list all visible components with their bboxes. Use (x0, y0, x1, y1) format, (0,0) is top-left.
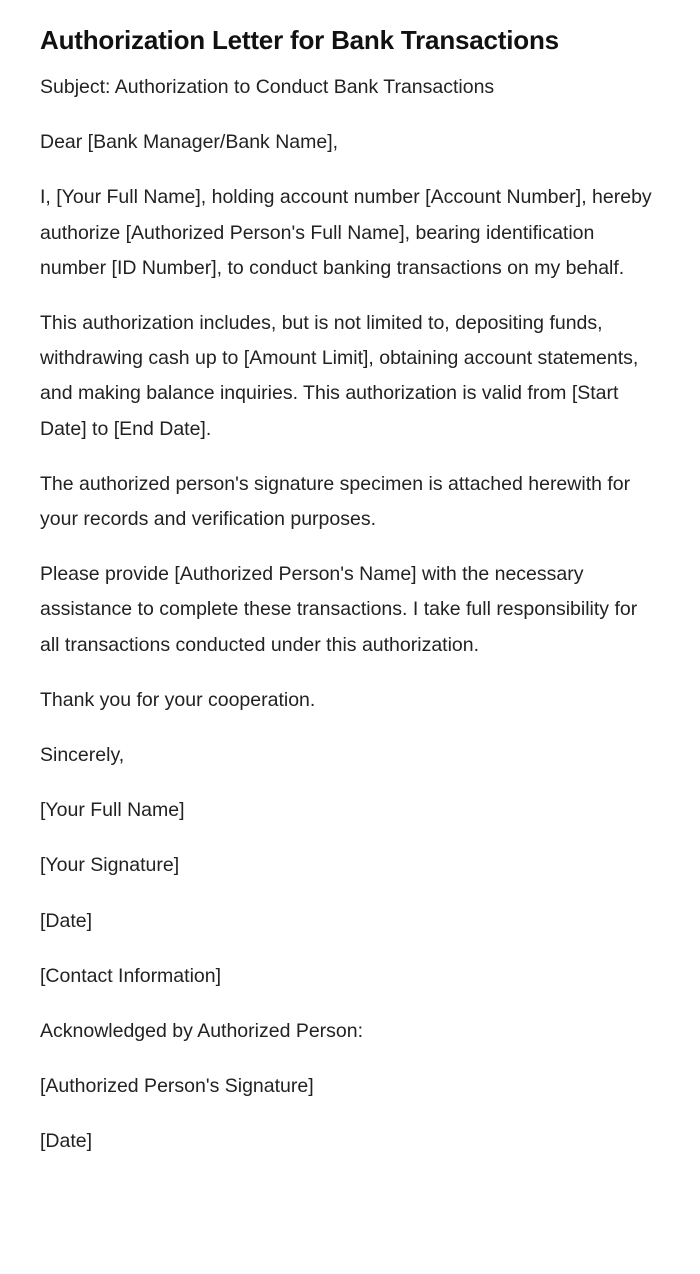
salutation: Dear [Bank Manager/Bank Name], (40, 131, 339, 154)
subject-line: Subject: Authorization to Conduct Bank Transactions (40, 76, 495, 98)
signer-full-name: [Your Full Name] (40, 799, 185, 822)
body-paragraph-responsibility: Please provide [Authorized Person's Name] with the necessary assistance to complete these transactions. I take full responsibility for all transactions conducted under this authorization. (40, 563, 638, 656)
body-paragraph-thanks: Thank you for your cooperation. (40, 688, 316, 711)
acknowledgement-date: [Date] (40, 1130, 93, 1153)
body-paragraph-scope: This authorization includes, but is not limited to, depositing funds, withdrawing cash up to [Amount Limit], obtaining account statements, and making balance inquiries. This authorization is valid from [Start Date] to [End Date]. (40, 312, 639, 440)
signer-contact-information: [Contact Information] (40, 964, 222, 987)
closing: Sincerely, (40, 744, 125, 767)
acknowledgement-label: Acknowledged by Authorized Person: (40, 1020, 364, 1043)
signer-date: [Date] (40, 909, 93, 932)
body-paragraph-authorization: I, [Your Full Name], holding account number [Account Number], hereby authorize [Authorized Person's Full Name], bearing identification number [ID Number], to conduct banking transactions on my behalf. (40, 186, 652, 279)
signer-signature: [Your Signature] (40, 854, 180, 877)
body-paragraph-signature-specimen: The authorized person's signature specimen is attached herewith for your records and verification purposes. (40, 472, 631, 531)
authorized-person-signature: [Authorized Person's Signature] (40, 1075, 314, 1098)
document-title: Authorization Letter for Bank Transactions (40, 25, 559, 55)
